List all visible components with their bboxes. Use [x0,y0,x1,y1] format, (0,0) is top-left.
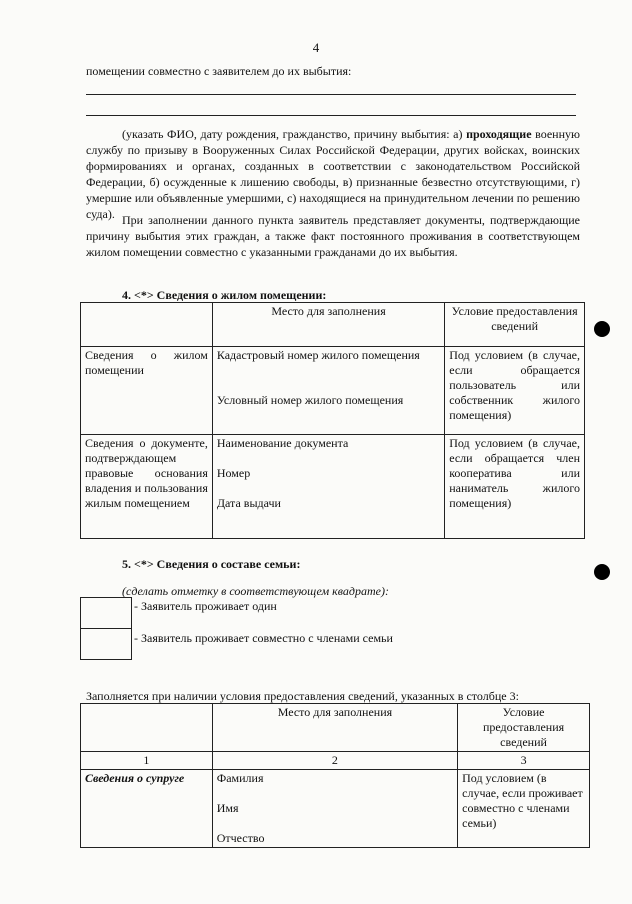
paragraph-exclusions-bold: проходящие [466,127,532,141]
paragraph-exclusions-start: (указать ФИО, дату рождения, гражданство, причину выбытия: а) [122,127,467,141]
issue-date-label: Дата выдачи [216,496,281,510]
column-number-1: 1 [81,752,213,770]
first-name-label: Имя [216,801,239,815]
intro-line: помещении совместно с заявителем до их выбытия: [86,64,352,78]
section-6-intro: Заполняется при наличии условия предоставления сведений, указанных в столбце 3: [86,689,519,703]
page-number: 4 [312,40,320,55]
cadastral-number-label: Кадастровый номер жилого помещения [216,348,420,362]
housing-row1-fields [212,347,444,435]
fill-line-1 [86,94,576,95]
housing-header-col3: Условие предоставления сведений [445,303,585,347]
conditional-number-label: Условный номер жилого помещения [216,393,404,407]
section-5-note: (сделать отметку в соответствующем квадрате): [122,584,389,598]
housing-row2-label: Сведения о документе, подтверждающем правовые основания владения и пользования жилым помещением [81,435,213,539]
housing-header-col2: Место для заполнения [212,303,444,347]
document-name-label: Наименование документа [216,436,349,450]
option-lives-with-family-label: - Заявитель проживает совместно с членами семьи [134,631,393,645]
surname-label: Фамилия [216,771,264,785]
column-number-3: 3 [458,752,590,770]
housing-row1-condition: Под условием (в случае, если обращается пользователь или собственник жилого помещения) [445,347,585,435]
spouse-row-label: Сведения о супруге [81,770,213,848]
punch-hole-top [594,321,610,337]
housing-table [80,302,585,539]
section-4-heading: 4. <*> Сведения о жилом помещении: [122,288,327,302]
spouse-row-condition: Под условием (в случае, если проживает совместно с членами семьи) [458,770,590,848]
housing-row2-fields [212,435,444,539]
housing-header-col1 [81,303,213,347]
housing-row2-condition: Под условием (в случае, если обращается член кооператива или наниматель жилого помещения) [445,435,585,539]
fill-line-2 [86,115,576,116]
paragraph-exclusions-end: военную службу по призыву в Вооруженных Силах Российской Федерации, других войсках, воинских формированиях и органах, созданных в соответствии с законодательством Российской Федерации, б) осужденные к лишению свободы, в) признанные безвестно отсутствующими, г) умершие или объявленные умершими, с) находящиеся на принудительном лечении по решению суда). [86,127,580,221]
patronymic-label: Отчество [216,831,265,845]
spouse-header-col3: Условие предоставления сведений [458,704,590,752]
paragraph-exclusions [86,126,580,222]
document-number-label: Номер [216,466,251,480]
paragraph-documents: При заполнении данного пункта заявитель представляет документы, подтверждающие причину выбытия этих граждан, а также факт постоянного проживания в соответствующем жилом помещении совместно с указанными гражданами до их выбытия. [86,213,580,259]
column-number-2: 2 [212,752,457,770]
spouse-row-fields [212,770,457,848]
spouse-header-col1 [81,704,213,752]
checkbox-lives-with-family[interactable] [80,628,132,660]
checkbox-lives-alone[interactable] [80,597,132,629]
punch-hole-bottom [594,564,610,580]
spouse-table [80,703,590,848]
housing-row1-label: Сведения о жилом помещении [81,347,213,435]
section-5-heading: 5. <*> Сведения о составе семьи: [122,557,301,571]
option-lives-alone-label: - Заявитель проживает один [134,599,277,613]
spouse-header-col2: Место для заполнения [212,704,457,752]
